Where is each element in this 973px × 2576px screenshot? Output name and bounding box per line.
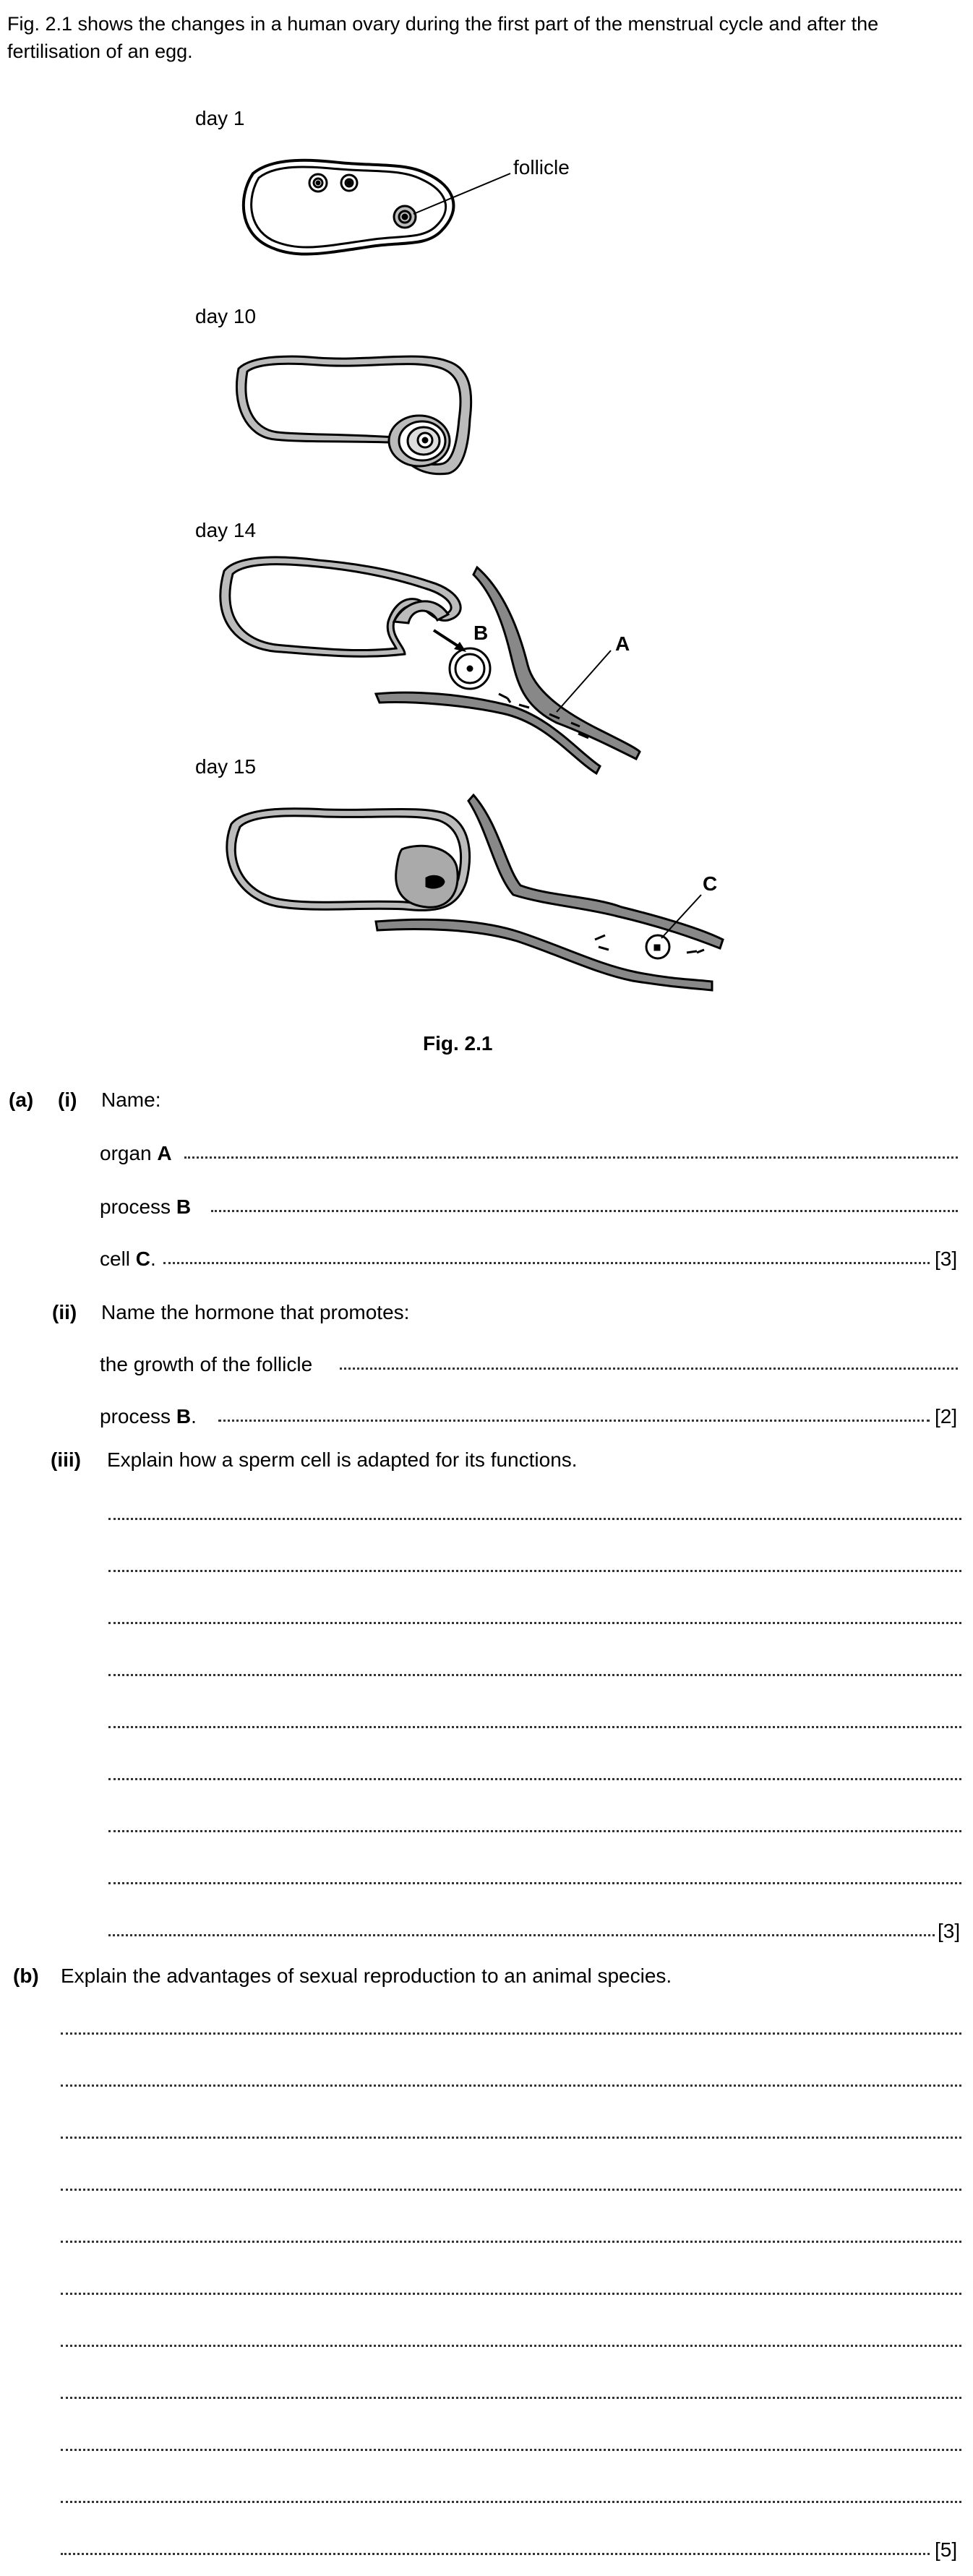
process-b-answer-line[interactable] <box>211 1210 958 1212</box>
answer-line-b-9[interactable] <box>61 2449 961 2451</box>
answer-line-b-6[interactable] <box>61 2293 961 2295</box>
answer-line-b-2[interactable] <box>61 2085 961 2087</box>
organ-a-prompt: organ A <box>100 1142 172 1164</box>
process-b-hormone-answer-line[interactable] <box>218 1420 930 1422</box>
answer-line-iii-6[interactable] <box>108 1778 961 1780</box>
organ-a-answer-line[interactable] <box>184 1156 958 1159</box>
part-a-i-label: (i) <box>58 1089 77 1111</box>
answer-line-iii-4[interactable] <box>108 1674 961 1676</box>
answer-line-iii-5[interactable] <box>108 1726 961 1728</box>
follicle-hormone-answer-line[interactable] <box>340 1368 958 1370</box>
cell-c-answer-line[interactable] <box>163 1262 930 1264</box>
day15-label: day 15 <box>195 755 257 778</box>
day1-label: day 1 <box>195 107 245 129</box>
part-a-ii-label: (ii) <box>52 1301 77 1323</box>
answer-line-b-11[interactable] <box>61 2553 930 2555</box>
cell-c-prompt: cell C. <box>100 1248 156 1270</box>
ovary-diagram <box>0 0 973 1026</box>
part-a-ii-stem: Name the hormone that promotes: <box>101 1301 410 1323</box>
marks-a-i: [3] <box>935 1248 958 1270</box>
answer-line-b-7[interactable] <box>61 2345 961 2347</box>
label-a: A <box>615 632 630 655</box>
process-b-hormone-prompt: process B. <box>100 1405 197 1427</box>
marks-a-iii: [3] <box>938 1920 961 1942</box>
day15-ovary <box>227 809 470 911</box>
answer-line-iii-9[interactable] <box>108 1934 935 1936</box>
label-b: B <box>473 622 489 644</box>
answer-line-iii-2[interactable] <box>108 1570 961 1572</box>
answer-line-iii-7[interactable] <box>108 1830 961 1832</box>
intro-text: Fig. 2.1 shows the changes in a human ovary during the first part of the menstrual cycle and after the fertilisation of an egg. <box>7 13 879 62</box>
answer-line-b-8[interactable] <box>61 2397 961 2399</box>
part-a-label: (a) <box>9 1089 34 1111</box>
follicle-pointer <box>413 173 510 214</box>
figure-caption: Fig. 2.1 <box>423 1032 493 1055</box>
day14-label: day 14 <box>195 519 257 541</box>
answer-line-iii-8[interactable] <box>108 1882 961 1884</box>
answer-line-b-5[interactable] <box>61 2241 961 2243</box>
day10-ovary <box>236 356 471 474</box>
part-b-stem: Explain the advantages of sexual reproduction to an animal species. <box>61 1965 672 1987</box>
marks-b: [5] <box>935 2538 958 2561</box>
follicle-growth-prompt: the growth of the follicle <box>100 1353 313 1375</box>
process-b-prompt: process B <box>100 1195 192 1218</box>
answer-line-iii-1[interactable] <box>108 1518 961 1520</box>
day15-egg <box>646 935 669 958</box>
answer-line-b-1[interactable] <box>61 2032 961 2035</box>
label-c: C <box>703 872 718 895</box>
day1-follicles <box>309 174 416 228</box>
answer-line-b-3[interactable] <box>61 2137 961 2139</box>
part-a-iii-label: (iii) <box>51 1448 81 1471</box>
label-a-pointer <box>557 651 611 712</box>
day14-ovary <box>220 557 490 689</box>
part-a-i-stem: Name: <box>101 1089 161 1111</box>
answer-line-b-10[interactable] <box>61 2501 961 2503</box>
part-a-iii-stem: Explain how a sperm cell is adapted for its functions. <box>107 1448 578 1471</box>
answer-line-b-4[interactable] <box>61 2189 961 2191</box>
answer-line-iii-3[interactable] <box>108 1622 961 1624</box>
marks-a-ii: [2] <box>935 1405 958 1427</box>
part-b-label: (b) <box>13 1965 39 1987</box>
day10-label: day 10 <box>195 305 257 327</box>
follicle-label: follicle <box>513 156 570 179</box>
